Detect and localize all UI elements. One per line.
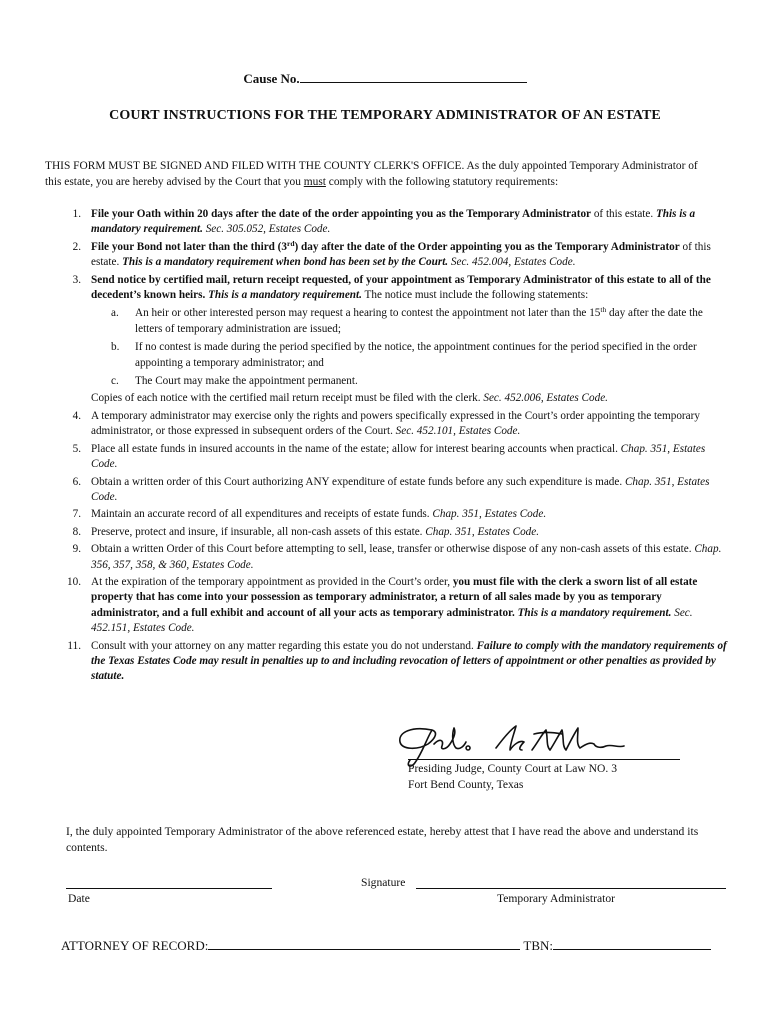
sub-item-a: a. An heir or other interested person may request a hearing to contest the appointment not later than the 15th day after the date the letters of temporary administration are issued; [111, 305, 703, 335]
item-text: of this estate. [591, 208, 656, 220]
copies-note: Copies of each notice with the certified mail return receipt must be filed with the clerk. Sec. 452.006, Estates Code. [91, 392, 608, 405]
item-citation: Chap. 356, 357, 358, & 360, Estates Code. [91, 543, 722, 571]
attorney-line [61, 938, 711, 954]
list-item-7 [45, 507, 730, 522]
intro-paragraph [45, 158, 715, 190]
item-number: 11. [67, 639, 81, 652]
item-number: 6. [72, 475, 81, 488]
list-item-1 [45, 207, 730, 238]
item-citation: Sec. 452.101, Estates Code. [395, 425, 521, 438]
item-mandatory: This is a mandatory requirement. [91, 208, 696, 236]
list-item-5 [45, 442, 730, 473]
item-citation: Sec. 452.004, Estates Code. [448, 256, 576, 269]
item-text: At the expiration of the temporary appointment as provided in the Court’s order, [91, 575, 453, 588]
judge-signature-line [408, 759, 680, 760]
judge-title: Presiding Judge, County Court at Law NO. 3 [408, 762, 617, 775]
date-label: Date [68, 892, 90, 905]
item-bold: File your Oath within 20 days after the date of the order appointing you as the Temporary Administrator [91, 208, 592, 220]
list-item-2 [45, 240, 730, 271]
tbn-label: TBN: [523, 938, 553, 953]
item-citation: Sec. 452.151, Estates Code. [91, 606, 693, 635]
sub-letter: b. [111, 341, 120, 354]
list-item-4 [45, 409, 730, 440]
intro-text-end: comply with the following statutory requirements: [325, 176, 559, 188]
item-mandatory: This is a mandatory requirement. [514, 606, 672, 619]
list-item-8 [45, 525, 730, 540]
item-bold: File your Bond not later than the third (3rd) day after the date of the Order appointing you as the Temporary Administrator [91, 238, 680, 253]
date-field[interactable] [66, 888, 272, 889]
item-citation: Sec. 452.006, Estates Code. [483, 392, 608, 405]
item-citation: Chap. 351, Estates Code. [432, 508, 547, 521]
item-number: 3. [72, 273, 81, 286]
sub-letter: a. [111, 307, 119, 320]
attorney-label: ATTORNEY OF RECORD: [61, 938, 209, 953]
item-number: 4. [72, 409, 81, 422]
item-number: 10. [67, 575, 81, 588]
item-text: Obtain a written order of this Court authorizing ANY expenditure of estate funds before any such expenditure is made. [91, 475, 625, 488]
item-citation: Chap. 351, Estates Code. [425, 525, 540, 538]
item-text: Obtain a written Order of this Court before attempting to sell, lease, transfer or otherwise dispose of any non-cash assets of this estate. [91, 543, 695, 556]
item-bold: Send notice by certified mail, return receipt requested, of your appointment as Temporary Administrator of this estate to all of the decedent’s known heirs. [91, 273, 711, 302]
instructions-list [45, 207, 730, 687]
intro-must: must [303, 176, 326, 188]
signature-label: Signature [361, 876, 406, 889]
judge-county: Fort Bend County, Texas [408, 778, 524, 791]
intro-text: THIS FORM MUST BE SIGNED AND FILED WITH THE COUNTY CLERK'S OFFICE. As the duly appointed Temporary Administrator of this estate, you are hereby advised by the Court that you [45, 160, 698, 188]
item-text: Place all estate funds in insured accounts in the name of the estate; allow for interest bearing accounts when practical. [91, 442, 621, 455]
attorney-field[interactable] [208, 938, 520, 950]
item-text: Preserve, protect and insure, if insurable, all non-cash assets of this estate. [91, 525, 426, 538]
item-number: 2. [72, 240, 81, 253]
cause-number-blank[interactable] [300, 71, 527, 83]
item-number: 8. [72, 525, 81, 538]
item-text: of this estate. [91, 240, 711, 269]
attestation-paragraph: I, the duly appointed Temporary Administrator of the above referenced estate, hereby attest that I have read the above and understand its contents. [66, 825, 699, 854]
sub-letter: c. [111, 375, 119, 388]
temporary-administrator-label: Temporary Administrator [497, 892, 615, 905]
item-text: The notice must include the following statements: [361, 289, 589, 302]
list-item-10 [45, 575, 730, 637]
item-mandatory: This is a mandatory requirement. [205, 289, 362, 302]
list-item-6 [45, 475, 730, 506]
item-citation: Chap. 351, Estates Code. [91, 442, 706, 471]
document-title: COURT INSTRUCTIONS FOR THE TEMPORARY ADMINISTRATOR OF AN ESTATE [109, 108, 661, 123]
cause-number-line [0, 71, 770, 87]
tbn-field[interactable] [553, 938, 711, 950]
item-citation: Chap. 351, Estates Code. [91, 475, 710, 503]
list-item-9 [45, 542, 730, 573]
item-mandatory: Failure to comply with the mandatory requirements of the Texas Estates Code may result in penalties up to and including revocation of letters of appointment or other penalties as provided by statute. [91, 639, 727, 683]
item-bold: you must file with the clerk a sworn list of all estate property that has come into your possession as temporary administrator, a return of all sales made by you as temporary administrator, and a full exhibit and account of all your acts as temporary administrator. [91, 575, 698, 619]
list-item-3 [45, 273, 730, 304]
item-text: A temporary administrator may exercise only the rights and powers specifically expressed in the Court’s order appointing the temporary administrator, or those expressed in subsequent orders of the Court. [91, 409, 700, 438]
item-citation: Sec. 305.052, Estates Code. [202, 223, 331, 236]
item-text: Maintain an accurate record of all expenditures and receipts of estate funds. [91, 508, 433, 521]
item-number: 9. [72, 543, 81, 556]
sub-item-b: b. If no contest is made during the period specified by the notice, the appointment continues for the period specified in the order appointing a temporary administrator; and [111, 341, 697, 369]
item-text: Consult with your attorney on any matter regarding this estate you do not understand. [91, 639, 477, 652]
item-mandatory: This is a mandatory requirement when bond has been set by the Court. [122, 256, 449, 269]
list-item-11 [45, 639, 730, 685]
cause-label: Cause No. [243, 71, 300, 86]
item-number: 5. [72, 442, 81, 455]
item-number: 1. [72, 208, 81, 220]
signature-field[interactable] [416, 888, 726, 889]
judge-block [408, 761, 617, 793]
sub-item-c: c. The Court may make the appointment permanent. [45, 374, 730, 389]
item-number: 7. [72, 508, 81, 521]
